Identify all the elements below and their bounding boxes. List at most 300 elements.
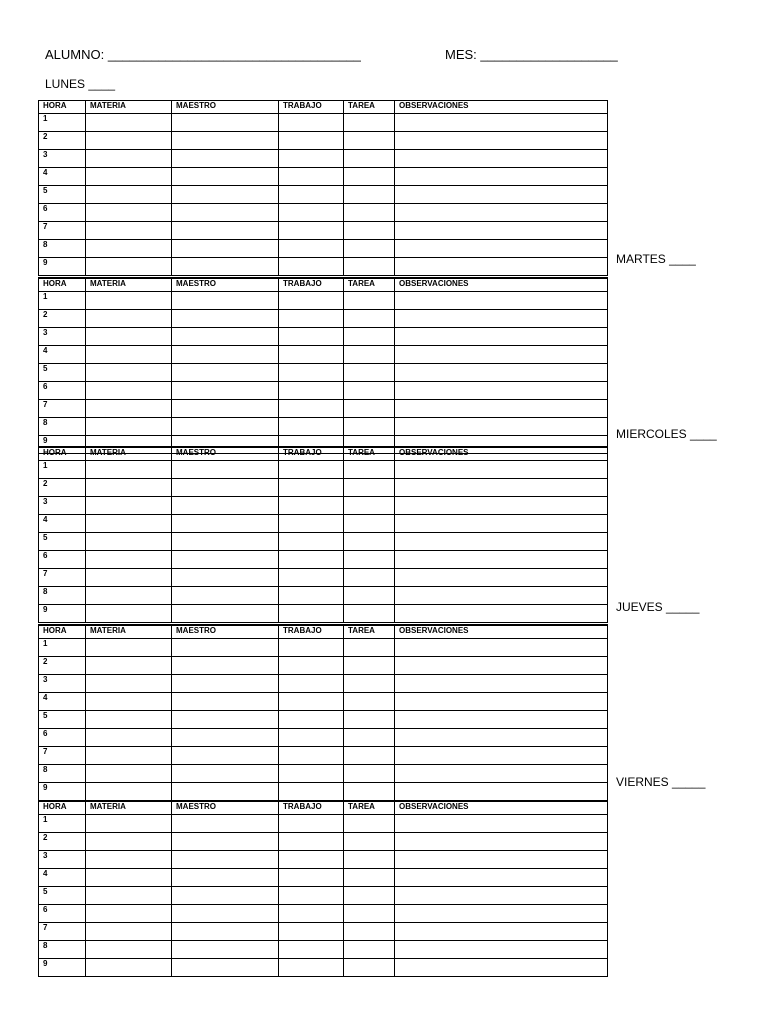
table-row [39, 551, 608, 569]
entry-cell[interactable] [395, 364, 608, 382]
entry-cell[interactable] [279, 132, 344, 150]
entry-cell[interactable] [344, 382, 395, 400]
entry-cell[interactable] [279, 114, 344, 132]
entry-cell[interactable] [344, 364, 395, 382]
column-header: TRABAJO [279, 278, 344, 292]
entry-cell[interactable] [344, 941, 395, 959]
entry-cell[interactable] [395, 400, 608, 418]
entry-cell[interactable] [344, 605, 395, 623]
entry-cell[interactable] [395, 675, 608, 693]
entry-cell[interactable] [344, 959, 395, 977]
entry-cell[interactable] [172, 587, 279, 605]
table-row [39, 887, 608, 905]
entry-cell[interactable] [279, 941, 344, 959]
entry-cell[interactable] [172, 533, 279, 551]
entry-cell[interactable] [86, 346, 172, 364]
hour-cell: 4 [39, 168, 86, 186]
entry-cell[interactable] [279, 729, 344, 747]
entry-cell[interactable] [86, 851, 172, 869]
entry-cell[interactable] [86, 310, 172, 328]
table-row [39, 186, 608, 204]
table-header-row [39, 278, 608, 292]
entry-cell[interactable] [344, 150, 395, 168]
entry-cell[interactable] [395, 204, 608, 222]
entry-cell[interactable] [344, 869, 395, 887]
entry-cell[interactable] [344, 186, 395, 204]
entry-cell[interactable] [279, 747, 344, 765]
entry-cell[interactable] [279, 310, 344, 328]
column-header: HORA [39, 101, 86, 114]
entry-cell[interactable] [344, 533, 395, 551]
table-header-row [39, 801, 608, 815]
entry-cell[interactable] [395, 310, 608, 328]
entry-cell[interactable] [172, 328, 279, 346]
entry-cell[interactable] [344, 551, 395, 569]
entry-cell[interactable] [86, 869, 172, 887]
entry-cell[interactable] [86, 240, 172, 258]
entry-cell[interactable] [395, 569, 608, 587]
table-row [39, 815, 608, 833]
table-row [39, 747, 608, 765]
entry-cell[interactable] [395, 711, 608, 729]
entry-cell[interactable] [395, 887, 608, 905]
table-row [39, 515, 608, 533]
entry-cell[interactable] [86, 941, 172, 959]
entry-cell[interactable] [395, 258, 608, 276]
column-header: TAREA [344, 625, 395, 639]
entry-cell[interactable] [395, 479, 608, 497]
entry-cell[interactable] [344, 515, 395, 533]
entry-cell[interactable] [86, 887, 172, 905]
entry-cell[interactable] [86, 258, 172, 276]
table-row [39, 587, 608, 605]
table-row [39, 258, 608, 276]
entry-cell[interactable] [344, 729, 395, 747]
entry-cell[interactable] [172, 959, 279, 977]
entry-cell[interactable] [395, 186, 608, 204]
table-row [39, 923, 608, 941]
entry-cell[interactable] [344, 783, 395, 801]
hour-cell: 5 [39, 887, 86, 905]
entry-cell[interactable] [86, 905, 172, 923]
entry-cell[interactable] [86, 479, 172, 497]
column-header: MAESTRO [172, 447, 279, 461]
entry-cell[interactable] [279, 569, 344, 587]
hour-cell: 2 [39, 310, 86, 328]
entry-cell[interactable] [86, 400, 172, 418]
table-row [39, 497, 608, 515]
table-row [39, 328, 608, 346]
entry-cell[interactable] [344, 815, 395, 833]
entry-cell[interactable] [344, 114, 395, 132]
entry-cell[interactable] [279, 186, 344, 204]
entry-cell[interactable] [344, 657, 395, 675]
entry-cell[interactable] [172, 479, 279, 497]
entry-cell[interactable] [86, 569, 172, 587]
table-row [39, 346, 608, 364]
entry-cell[interactable] [86, 186, 172, 204]
entry-cell[interactable] [279, 905, 344, 923]
entry-cell[interactable] [344, 310, 395, 328]
entry-cell[interactable] [172, 605, 279, 623]
entry-cell[interactable] [172, 346, 279, 364]
entry-cell[interactable] [344, 258, 395, 276]
entry-cell[interactable] [344, 833, 395, 851]
entry-cell[interactable] [395, 328, 608, 346]
table-row [39, 168, 608, 186]
entry-cell[interactable] [279, 400, 344, 418]
entry-cell[interactable] [344, 693, 395, 711]
entry-cell[interactable] [86, 675, 172, 693]
hour-cell: 5 [39, 186, 86, 204]
entry-cell[interactable] [279, 923, 344, 941]
entry-cell[interactable] [279, 515, 344, 533]
entry-cell[interactable] [86, 132, 172, 150]
entry-cell[interactable] [86, 222, 172, 240]
entry-cell[interactable] [344, 887, 395, 905]
entry-cell[interactable] [344, 292, 395, 310]
table-row [39, 569, 608, 587]
entry-cell[interactable] [86, 693, 172, 711]
entry-cell[interactable] [344, 675, 395, 693]
table-header-row [39, 101, 608, 114]
entry-cell[interactable] [86, 657, 172, 675]
entry-cell[interactable] [172, 551, 279, 569]
entry-cell[interactable] [172, 400, 279, 418]
table-row [39, 310, 608, 328]
entry-cell[interactable] [172, 941, 279, 959]
entry-cell[interactable] [279, 675, 344, 693]
entry-cell[interactable] [344, 168, 395, 186]
day-label-jueves: JUEVES _____ [616, 600, 700, 614]
entry-cell[interactable] [395, 693, 608, 711]
table-row [39, 941, 608, 959]
day-label-martes: MARTES ____ [616, 252, 696, 266]
hour-cell: 7 [39, 747, 86, 765]
entry-cell[interactable] [86, 533, 172, 551]
entry-cell[interactable] [172, 310, 279, 328]
entry-cell[interactable] [395, 941, 608, 959]
entry-cell[interactable] [172, 461, 279, 479]
table-row [39, 765, 608, 783]
entry-cell[interactable] [86, 711, 172, 729]
entry-cell[interactable] [279, 382, 344, 400]
entry-cell[interactable] [172, 186, 279, 204]
entry-cell[interactable] [86, 364, 172, 382]
entry-cell[interactable] [279, 765, 344, 783]
entry-cell[interactable] [395, 783, 608, 801]
hour-cell: 6 [39, 382, 86, 400]
column-header: MAESTRO [172, 801, 279, 815]
entry-cell[interactable] [344, 222, 395, 240]
column-header: OBSERVACIONES [395, 101, 608, 114]
entry-cell[interactable] [395, 923, 608, 941]
hour-cell: 1 [39, 815, 86, 833]
entry-cell[interactable] [279, 639, 344, 657]
entry-cell[interactable] [86, 515, 172, 533]
entry-cell[interactable] [172, 869, 279, 887]
column-header: MATERIA [86, 101, 172, 114]
hour-cell: 3 [39, 497, 86, 515]
entry-cell[interactable] [395, 851, 608, 869]
entry-cell[interactable] [279, 851, 344, 869]
entry-cell[interactable] [395, 114, 608, 132]
table-row [39, 693, 608, 711]
table-row [39, 240, 608, 258]
entry-cell[interactable] [395, 533, 608, 551]
entry-cell[interactable] [344, 711, 395, 729]
entry-cell[interactable] [344, 747, 395, 765]
column-header: HORA [39, 447, 86, 461]
entry-cell[interactable] [279, 328, 344, 346]
entry-cell[interactable] [86, 783, 172, 801]
entry-cell[interactable] [172, 364, 279, 382]
entry-cell[interactable] [172, 815, 279, 833]
entry-cell[interactable] [172, 657, 279, 675]
entry-cell[interactable] [279, 461, 344, 479]
entry-cell[interactable] [395, 959, 608, 977]
entry-cell[interactable] [344, 851, 395, 869]
entry-cell[interactable] [344, 461, 395, 479]
entry-cell[interactable] [86, 729, 172, 747]
entry-cell[interactable] [279, 587, 344, 605]
entry-cell[interactable] [344, 328, 395, 346]
entry-cell[interactable] [86, 605, 172, 623]
entry-cell[interactable] [279, 364, 344, 382]
table-row [39, 959, 608, 977]
column-header: MAESTRO [172, 278, 279, 292]
hour-cell: 5 [39, 533, 86, 551]
hour-cell: 1 [39, 461, 86, 479]
entry-cell[interactable] [395, 150, 608, 168]
entry-cell[interactable] [395, 815, 608, 833]
column-header: OBSERVACIONES [395, 447, 608, 461]
entry-cell[interactable] [344, 240, 395, 258]
entry-cell[interactable] [86, 639, 172, 657]
entry-cell[interactable] [279, 551, 344, 569]
entry-cell[interactable] [344, 569, 395, 587]
entry-cell[interactable] [86, 765, 172, 783]
entry-cell[interactable] [344, 132, 395, 150]
entry-cell[interactable] [395, 869, 608, 887]
entry-cell[interactable] [279, 605, 344, 623]
entry-cell[interactable] [86, 587, 172, 605]
entry-cell[interactable] [395, 418, 608, 436]
entry-cell[interactable] [344, 346, 395, 364]
hour-cell: 2 [39, 657, 86, 675]
schedule-table-jueves [38, 624, 608, 801]
entry-cell[interactable] [172, 418, 279, 436]
entry-cell[interactable] [279, 204, 344, 222]
entry-cell[interactable] [86, 114, 172, 132]
entry-cell[interactable] [172, 747, 279, 765]
entry-cell[interactable] [395, 747, 608, 765]
entry-cell[interactable] [395, 168, 608, 186]
entry-cell[interactable] [279, 258, 344, 276]
entry-cell[interactable] [86, 382, 172, 400]
entry-cell[interactable] [279, 869, 344, 887]
column-header: MAESTRO [172, 625, 279, 639]
column-header: TRABAJO [279, 101, 344, 114]
entry-cell[interactable] [172, 729, 279, 747]
entry-cell[interactable] [395, 605, 608, 623]
entry-cell[interactable] [344, 204, 395, 222]
table-row [39, 639, 608, 657]
hour-cell: 4 [39, 346, 86, 364]
entry-cell[interactable] [172, 783, 279, 801]
entry-cell[interactable] [395, 132, 608, 150]
entry-cell[interactable] [279, 887, 344, 905]
entry-cell[interactable] [86, 959, 172, 977]
entry-cell[interactable] [395, 497, 608, 515]
entry-cell[interactable] [395, 729, 608, 747]
entry-cell[interactable] [172, 497, 279, 515]
entry-cell[interactable] [395, 639, 608, 657]
schedule-table-viernes [38, 800, 608, 977]
entry-cell[interactable] [86, 461, 172, 479]
entry-cell[interactable] [172, 639, 279, 657]
table-row [39, 783, 608, 801]
entry-cell[interactable] [172, 905, 279, 923]
entry-cell[interactable] [279, 533, 344, 551]
entry-cell[interactable] [86, 923, 172, 941]
entry-cell[interactable] [172, 132, 279, 150]
entry-cell[interactable] [395, 292, 608, 310]
entry-cell[interactable] [279, 959, 344, 977]
entry-cell[interactable] [395, 346, 608, 364]
entry-cell[interactable] [279, 657, 344, 675]
entry-cell[interactable] [172, 887, 279, 905]
entry-cell[interactable] [344, 587, 395, 605]
entry-cell[interactable] [344, 400, 395, 418]
entry-cell[interactable] [172, 204, 279, 222]
entry-cell[interactable] [395, 587, 608, 605]
entry-cell[interactable] [172, 382, 279, 400]
entry-cell[interactable] [86, 497, 172, 515]
hour-cell: 6 [39, 204, 86, 222]
entry-cell[interactable] [395, 222, 608, 240]
entry-cell[interactable] [279, 222, 344, 240]
hour-cell: 3 [39, 851, 86, 869]
column-header: TRABAJO [279, 801, 344, 815]
entry-cell[interactable] [172, 833, 279, 851]
entry-cell[interactable] [344, 479, 395, 497]
entry-cell[interactable] [86, 204, 172, 222]
entry-cell[interactable] [344, 497, 395, 515]
entry-cell[interactable] [172, 222, 279, 240]
entry-cell[interactable] [279, 346, 344, 364]
entry-cell[interactable] [279, 479, 344, 497]
entry-cell[interactable] [279, 833, 344, 851]
table-header-row [39, 447, 608, 461]
entry-cell[interactable] [279, 711, 344, 729]
entry-cell[interactable] [395, 515, 608, 533]
schedule-table-miercoles [38, 446, 608, 623]
table-row [39, 833, 608, 851]
entry-cell[interactable] [86, 833, 172, 851]
table-row [39, 675, 608, 693]
hour-cell: 6 [39, 729, 86, 747]
mes-field[interactable]: MES: ___________________ [445, 47, 618, 62]
entry-cell[interactable] [172, 569, 279, 587]
entry-cell[interactable] [86, 168, 172, 186]
hour-cell: 4 [39, 693, 86, 711]
hour-cell: 9 [39, 605, 86, 623]
hour-cell: 5 [39, 364, 86, 382]
entry-cell[interactable] [395, 551, 608, 569]
entry-cell[interactable] [172, 168, 279, 186]
entry-cell[interactable] [86, 292, 172, 310]
entry-cell[interactable] [279, 815, 344, 833]
entry-cell[interactable] [395, 461, 608, 479]
entry-cell[interactable] [172, 675, 279, 693]
table-row [39, 657, 608, 675]
table-row [39, 851, 608, 869]
entry-cell[interactable] [279, 292, 344, 310]
entry-cell[interactable] [86, 815, 172, 833]
entry-cell[interactable] [395, 382, 608, 400]
entry-cell[interactable] [172, 114, 279, 132]
entry-cell[interactable] [279, 497, 344, 515]
entry-cell[interactable] [279, 150, 344, 168]
entry-cell[interactable] [279, 693, 344, 711]
entry-cell[interactable] [172, 515, 279, 533]
entry-cell[interactable] [172, 240, 279, 258]
entry-cell[interactable] [172, 693, 279, 711]
entry-cell[interactable] [172, 292, 279, 310]
table-row [39, 382, 608, 400]
entry-cell[interactable] [344, 923, 395, 941]
entry-cell[interactable] [172, 765, 279, 783]
entry-cell[interactable] [172, 150, 279, 168]
entry-cell[interactable] [395, 905, 608, 923]
entry-cell[interactable] [395, 240, 608, 258]
table-row [39, 905, 608, 923]
hour-cell: 5 [39, 711, 86, 729]
entry-cell[interactable] [344, 639, 395, 657]
entry-cell[interactable] [86, 150, 172, 168]
entry-cell[interactable] [279, 240, 344, 258]
entry-cell[interactable] [172, 711, 279, 729]
hour-cell: 4 [39, 515, 86, 533]
hour-cell: 8 [39, 418, 86, 436]
column-header: OBSERVACIONES [395, 625, 608, 639]
entry-cell[interactable] [86, 747, 172, 765]
schedule-table-martes [38, 277, 608, 454]
entry-cell[interactable] [279, 168, 344, 186]
entry-cell[interactable] [86, 418, 172, 436]
entry-cell[interactable] [172, 851, 279, 869]
entry-cell[interactable] [279, 418, 344, 436]
entry-cell[interactable] [395, 765, 608, 783]
hour-cell: 3 [39, 328, 86, 346]
table-row [39, 204, 608, 222]
entry-cell[interactable] [279, 783, 344, 801]
entry-cell[interactable] [86, 328, 172, 346]
entry-cell[interactable] [344, 905, 395, 923]
entry-cell[interactable] [86, 551, 172, 569]
entry-cell[interactable] [172, 923, 279, 941]
hour-cell: 8 [39, 941, 86, 959]
entry-cell[interactable] [395, 657, 608, 675]
entry-cell[interactable] [344, 418, 395, 436]
table-row [39, 869, 608, 887]
alumno-field[interactable]: ALUMNO: ___________________________________ [45, 47, 361, 62]
entry-cell[interactable] [395, 833, 608, 851]
entry-cell[interactable] [344, 765, 395, 783]
entry-cell[interactable] [172, 258, 279, 276]
table-row [39, 479, 608, 497]
